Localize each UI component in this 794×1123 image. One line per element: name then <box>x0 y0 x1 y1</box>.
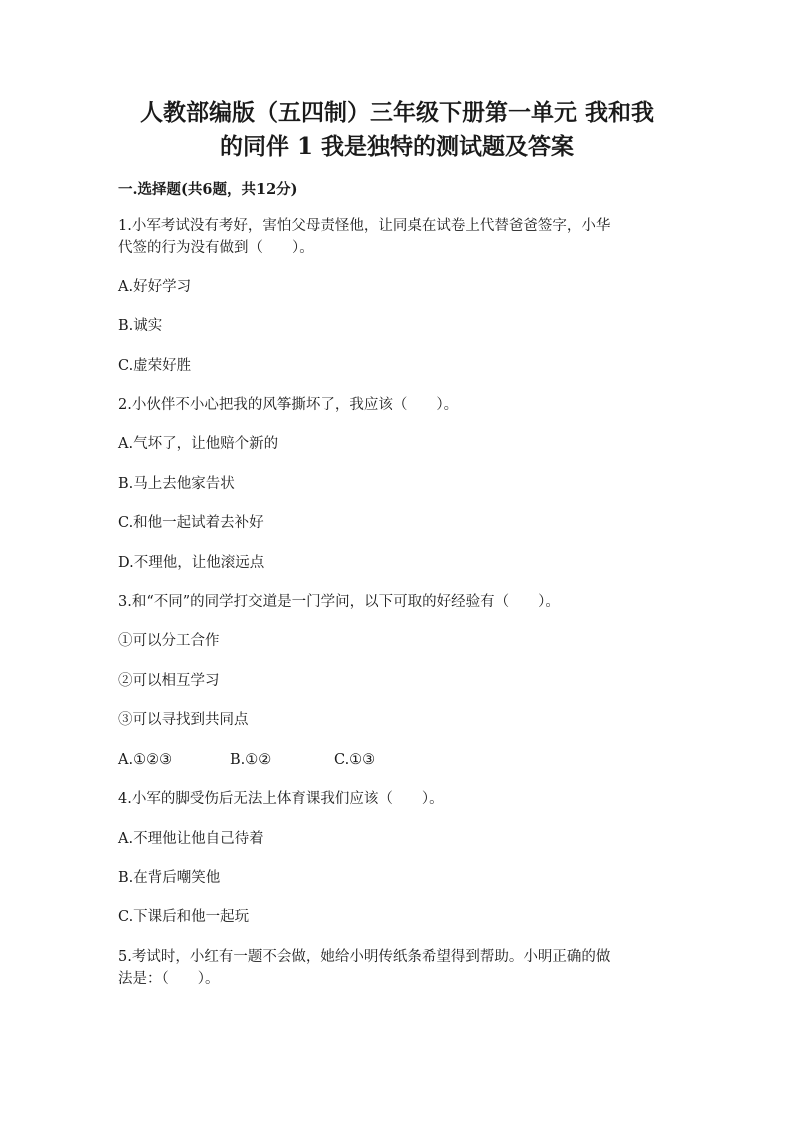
question-5-stem-line-2: 法是：（ ）。 <box>118 971 220 987</box>
document-title <box>100 96 694 164</box>
question-1-option-b: B.诚实 <box>118 318 163 334</box>
question-3-stem: 3.和“不同”的同学打交道是一门学问，以下可取的好经验有（ ）。 <box>118 594 560 610</box>
title-line-1: 人教部编版（五四制）三年级下册第一单元 我和我 <box>139 99 654 126</box>
question-1-stem-line-1: 1.小军考试没有考好，害怕父母责怪他，让同桌在试卷上代替爸爸签字，小华 <box>118 218 611 234</box>
question-3-option-a: A.①②③ <box>118 752 173 768</box>
question-1-option-c: C.虚荣好胜 <box>118 358 192 374</box>
question-3-statement-3: ③可以寻找到共同点 <box>118 712 249 728</box>
question-3-option-b: B.①② <box>230 752 272 768</box>
question-3-options-row <box>118 749 375 771</box>
question-3-statement-2: ②可以相互学习 <box>118 673 220 689</box>
question-2-stem: 2.小伙伴不小心把我的风筝撕坏了，我应该（ ）。 <box>118 397 459 413</box>
question-4-option-a: A.不理他让他自己待着 <box>118 831 264 847</box>
question-2-option-d: D.不理他，让他滚远点 <box>118 555 265 571</box>
question-3-statement-1: ①可以分工合作 <box>118 633 220 649</box>
question-5-stem-line-1: 5.考试时，小红有一题不会做，她给小明传纸条希望得到帮助。小明正确的做 <box>118 949 611 965</box>
question-4-option-b: B.在背后嘲笑他 <box>118 870 221 886</box>
question-2-option-a: A.气坏了，让他赔个新的 <box>118 436 279 452</box>
question-1-stem-line-2: 代签的行为没有做到（ ）。 <box>118 240 314 256</box>
question-2-option-b: B.马上去他家告状 <box>118 476 235 492</box>
question-4-option-c: C.下课后和他一起玩 <box>118 909 250 925</box>
question-2-option-c: C.和他一起试着去补好 <box>118 515 264 531</box>
title-line-2: 的同伴 1 我是独特的测试题及答案 <box>219 133 575 160</box>
section-heading: 一.选择题(共6题，共12分) <box>118 181 298 198</box>
question-3-option-c: C.①③ <box>334 752 376 768</box>
question-4-stem: 4.小军的脚受伤后无法上体育课我们应该（ ）。 <box>118 791 444 807</box>
question-1-option-a: A.好好学习 <box>118 279 192 295</box>
